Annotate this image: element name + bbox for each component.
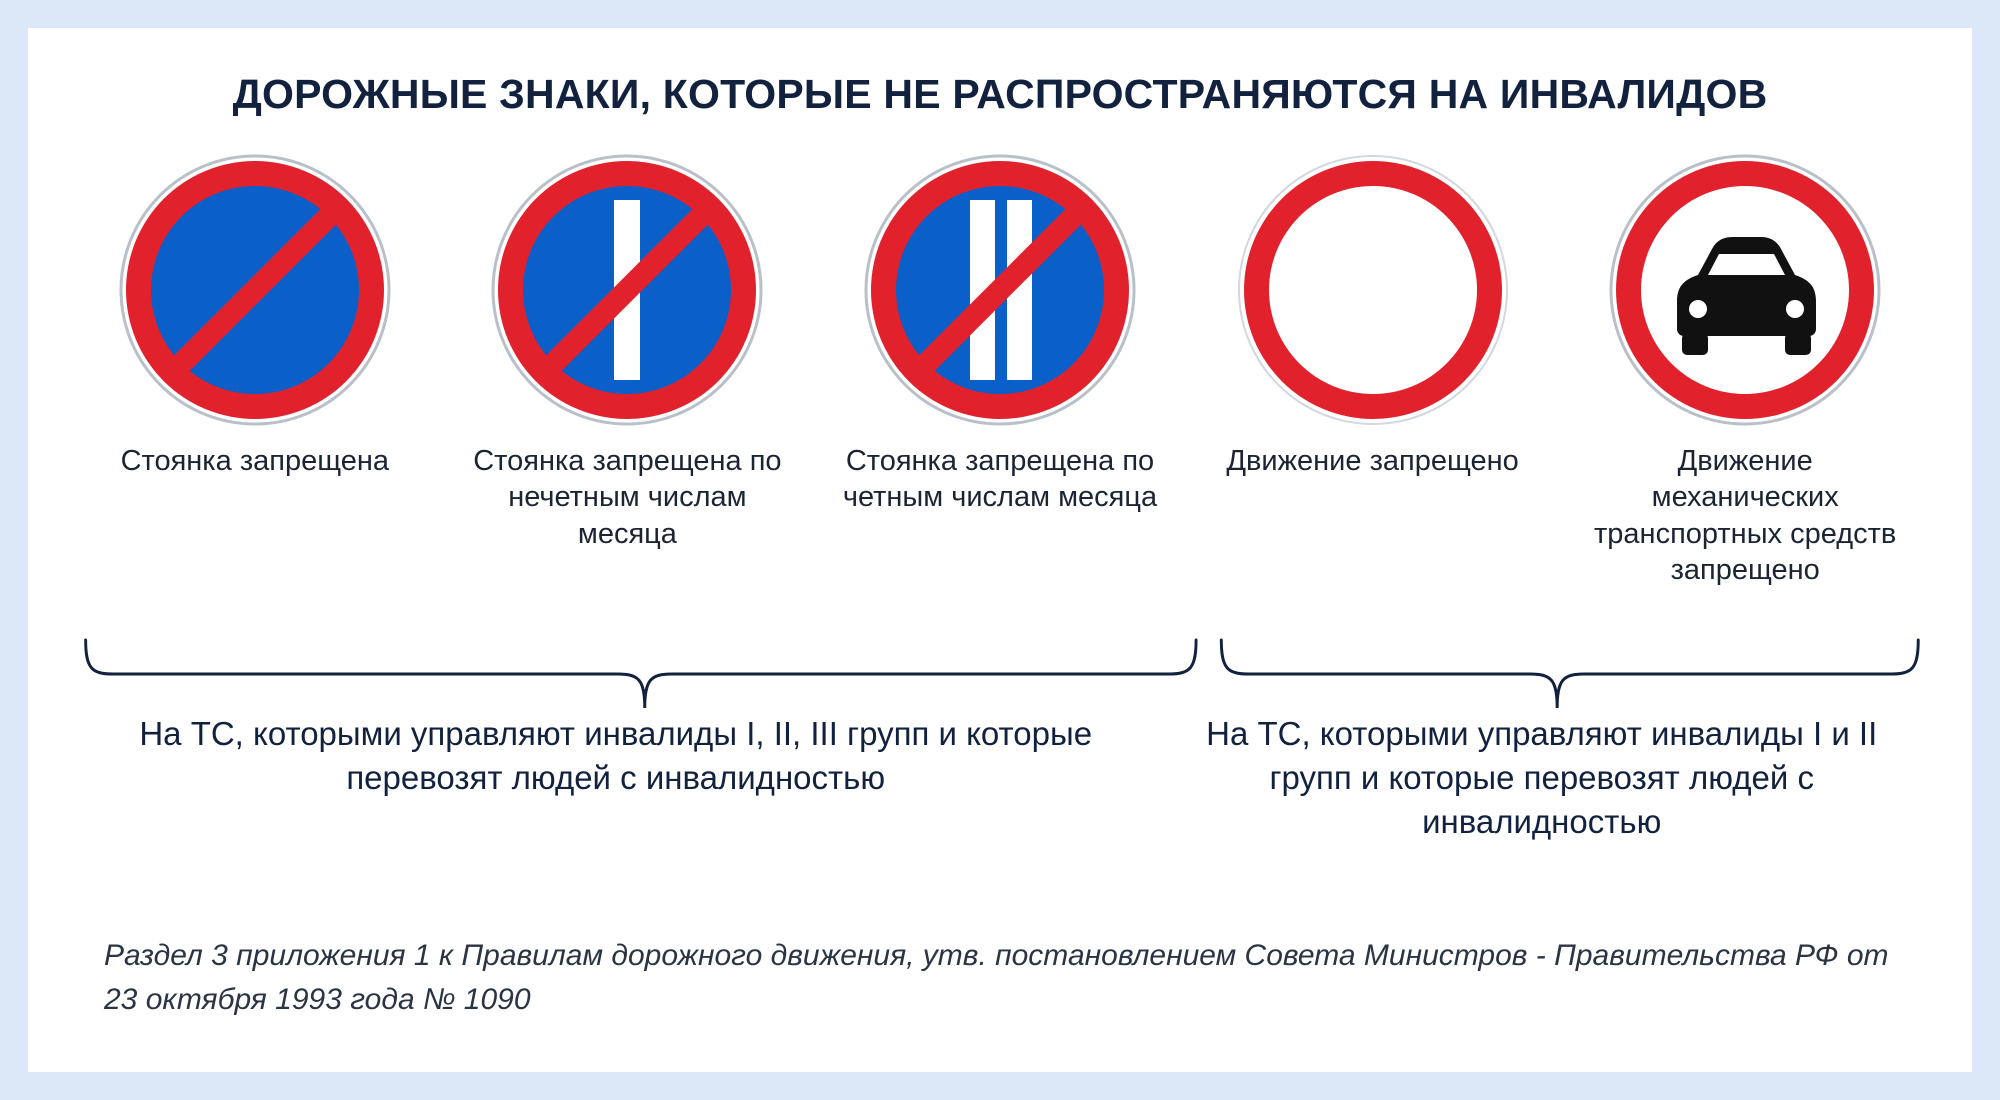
grouping-braces (74, 634, 1926, 712)
no-entry-movement-prohibited-sign-icon (1234, 151, 1512, 429)
sign-caption: Стоянка запрещена по нечетным числам месяца (473, 445, 782, 550)
conclusion-text-left: На ТС, которыми управляют инвалиды I, II, III групп и которые перевозят людей с инвалидностью (139, 715, 1093, 796)
infographic-card (28, 28, 1972, 1072)
source-footnote: Раздел 3 приложения 1 к Правилам дорожного движения, утв. постановлением Совета Министров - Правительства РФ от 23 октября 1993 года № 1090 (104, 939, 1889, 1016)
no-parking-sign-icon (116, 151, 394, 429)
sign-item (80, 151, 430, 479)
conclusions-row (74, 712, 1926, 844)
conclusion-text-right: На ТС, которыми управляют инвалиды I и II групп и которые перевозят людей с инвалидностью (1206, 715, 1878, 840)
sign-caption: Движение механических транспортных средств запрещено (1594, 445, 1897, 586)
sign-item (453, 151, 803, 552)
no-parking-odd-days-sign-icon (488, 151, 766, 429)
no-motor-vehicles-sign-icon (1606, 151, 1884, 429)
sign-item (1198, 151, 1548, 479)
sign-caption: Стоянка запрещена по четным числам месяца (842, 445, 1158, 514)
signs-row (74, 151, 1926, 588)
sign-caption: Движение запрещено (1226, 445, 1519, 478)
sign-item (825, 151, 1175, 516)
no-parking-even-days-sign-icon (861, 151, 1139, 429)
sign-caption: Стоянка запрещена (120, 445, 390, 478)
sign-item (1570, 151, 1920, 588)
page-title: ДОРОЖНЫЕ ЗНАКИ, КОТОРЫЕ НЕ РАСПРОСТРАНЯЮТСЯ НА ИНВАЛИДОВ (232, 71, 1768, 117)
